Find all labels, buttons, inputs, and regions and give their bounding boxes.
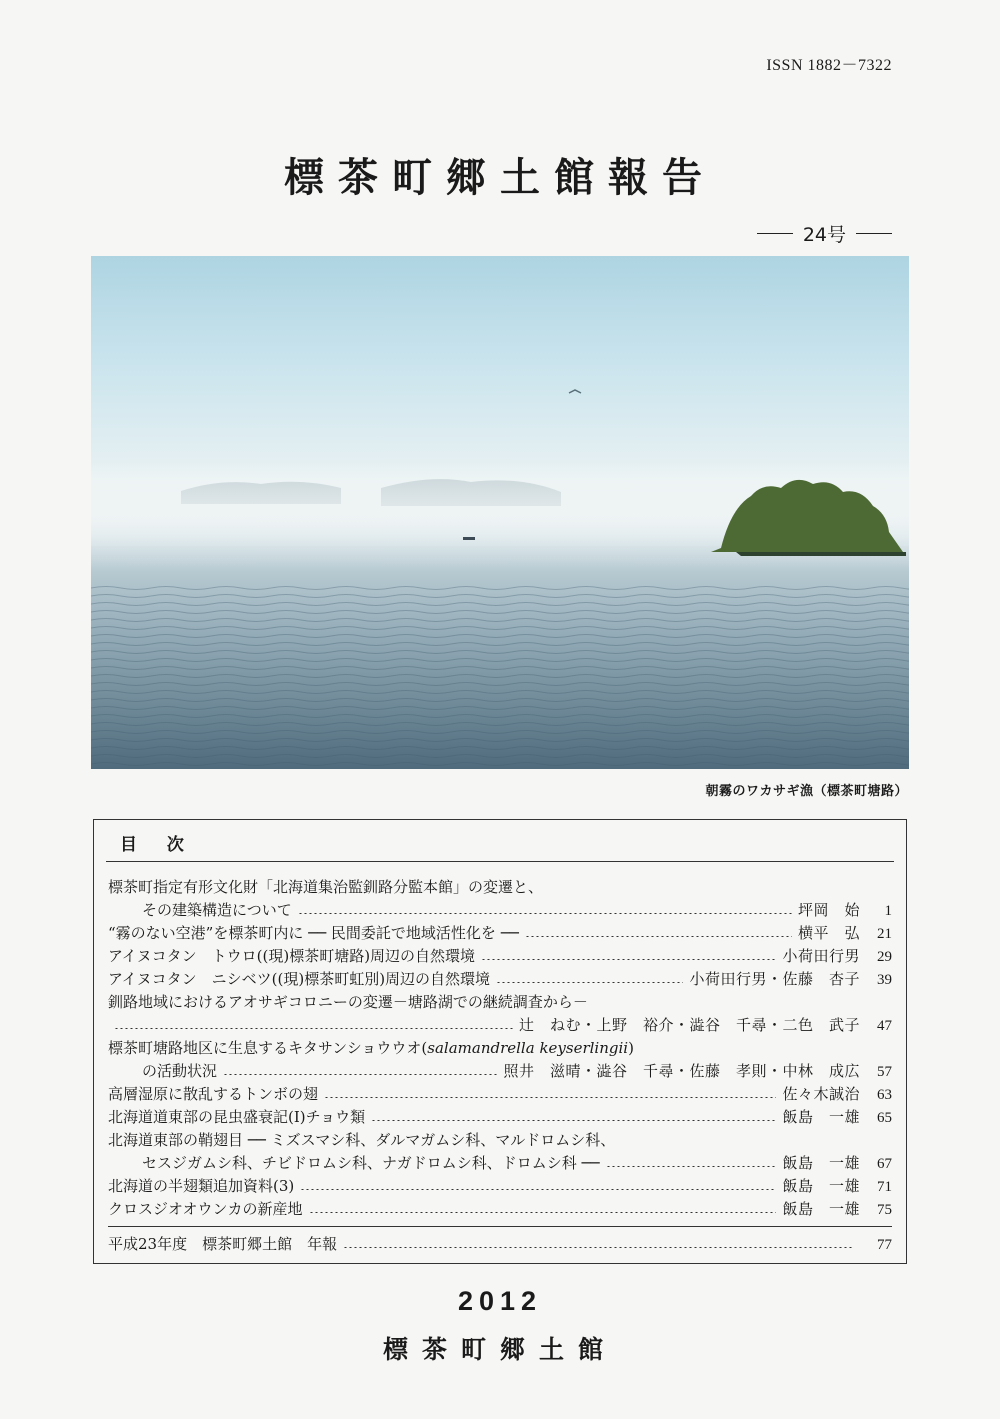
toc-page: 1 (884, 903, 892, 919)
toc-line[interactable] (108, 1129, 892, 1152)
toc-title-part: 標茶町塘路地区に生息するキタサンショウウオ( (108, 1039, 428, 1057)
toc-line[interactable] (108, 1083, 892, 1106)
species-name: salamandrella keyserlingii (427, 1039, 629, 1057)
toc-title: アイヌコタン トウロ((現)標茶町塘路)周辺の自然環境 (108, 947, 476, 965)
toc-author: 小荷田行男・佐藤 杏子 (689, 970, 860, 988)
toc-author: 飯島 一雄 (782, 1108, 860, 1126)
toc-entries (108, 876, 892, 1221)
leader-dots (525, 936, 792, 937)
issue-rule-left (757, 233, 793, 234)
toc-title-part: ) (628, 1039, 634, 1057)
toc-page: 21 (877, 926, 892, 942)
toc-author: 辻 ねむ・上野 裕介・澁谷 千尋・二色 武子 (518, 1016, 860, 1034)
toc-divider (106, 861, 894, 862)
leader-dots (371, 1120, 776, 1121)
toc-author: 飯島 一雄 (782, 1177, 860, 1195)
toc-line[interactable] (108, 1037, 892, 1060)
leader-dots (343, 1247, 854, 1248)
toc-title: セスジガムシ科、チビドロムシ科、ナガドロムシ科、ドロムシ科 ── (142, 1154, 600, 1172)
toc-title: の活動状況 (142, 1062, 218, 1080)
toc-author: 佐々木誠治 (782, 1085, 860, 1103)
issn: ISSN 1882－7322 (766, 57, 892, 74)
toc-title: 標茶町指定有形文化財「北海道集治監釧路分監本館」の変遷と、 (108, 878, 544, 896)
toc-page: 63 (877, 1087, 892, 1103)
toc-title: 平成23年度 標茶町郷土館 年報 (108, 1235, 338, 1253)
toc-author: 坪岡 始 (797, 901, 860, 919)
toc-title: アイヌコタン ニシベツ((現)標茶町虹別)周辺の自然環境 (108, 970, 491, 988)
issue-number (757, 220, 892, 247)
issue-rule-right (856, 233, 892, 234)
toc-title (108, 1037, 634, 1058)
toc-line[interactable] (108, 1014, 892, 1037)
leader-dots (324, 1097, 776, 1098)
toc-author: 飯島 一雄 (782, 1200, 860, 1218)
toc-line[interactable] (108, 1175, 892, 1198)
leader-dots (481, 959, 776, 960)
toc-line[interactable] (108, 1152, 892, 1175)
toc-line[interactable] (108, 945, 892, 968)
toc-page: 65 (877, 1110, 892, 1126)
photo-caption: 朝霧のワカサギ漁（標茶町塘路） (705, 784, 908, 799)
leader-dots (300, 1189, 776, 1190)
toc-page: 67 (877, 1156, 892, 1172)
toc-title: 北海道道東部の昆虫盛衰記(Ⅰ)チョウ類 (108, 1108, 366, 1126)
toc-title: クロスジオオウンカの新産地 (108, 1200, 303, 1218)
leader-dots (496, 982, 683, 983)
journal-title: 標茶町郷土館報告 (284, 154, 716, 201)
toc-line[interactable] (108, 968, 892, 991)
toc-line[interactable] (108, 922, 892, 945)
toc-page: 39 (877, 972, 892, 988)
leader-dots (309, 1212, 777, 1213)
leader-dots (606, 1166, 777, 1167)
leader-dots (298, 913, 792, 914)
toc-line[interactable] (108, 991, 892, 1014)
toc-page: 71 (877, 1179, 892, 1195)
toc-page: 29 (877, 949, 892, 965)
leader-dots (114, 1028, 513, 1029)
toc-line[interactable] (108, 1060, 892, 1083)
toc-page: 75 (877, 1202, 892, 1218)
toc-author: 照井 滋晴・澁谷 千尋・佐藤 孝則・中林 成広 (503, 1062, 860, 1080)
issue-label: 24号 (802, 224, 846, 246)
lake-fog-image (91, 256, 909, 769)
toc-title: 釧路地域におけるアオサギコロニーの変遷－塘路湖での継続調査から－ (108, 993, 588, 1011)
toc-line[interactable] (108, 1106, 892, 1129)
toc-line[interactable] (108, 1198, 892, 1221)
leader-dots (223, 1074, 497, 1075)
publisher: 標茶町郷土館 (382, 1335, 617, 1364)
table-of-contents (93, 819, 907, 1264)
cover-photo (91, 256, 909, 769)
toc-line[interactable] (108, 899, 892, 922)
toc-author: 小荷田行男 (782, 947, 860, 965)
toc-heading: 目 次 (120, 835, 196, 855)
toc-title: 北海道の半翅類追加資料(3) (108, 1177, 295, 1195)
toc-page: 57 (877, 1064, 892, 1080)
toc-line[interactable] (108, 876, 892, 899)
toc-title: 高層湿原に散乱するトンボの翅 (108, 1085, 319, 1103)
publication-year: 2012 (457, 1286, 543, 1316)
toc-page: 47 (877, 1018, 892, 1034)
toc-title: “霧のない空港”を標茶町内に ── 民間委託で地域活性化を ── (108, 924, 519, 942)
toc-page: 77 (877, 1237, 892, 1253)
annual-report-entry (108, 1226, 892, 1256)
toc-title: その建築構造について (142, 901, 292, 919)
toc-author: 飯島 一雄 (782, 1154, 860, 1172)
toc-line[interactable] (108, 1233, 892, 1256)
toc-author: 横平 弘 (797, 924, 860, 942)
toc-title: 北海道東部の鞘翅目 ── ミズスマシ科、ダルマガムシ科、マルドロムシ科、 (108, 1131, 616, 1149)
